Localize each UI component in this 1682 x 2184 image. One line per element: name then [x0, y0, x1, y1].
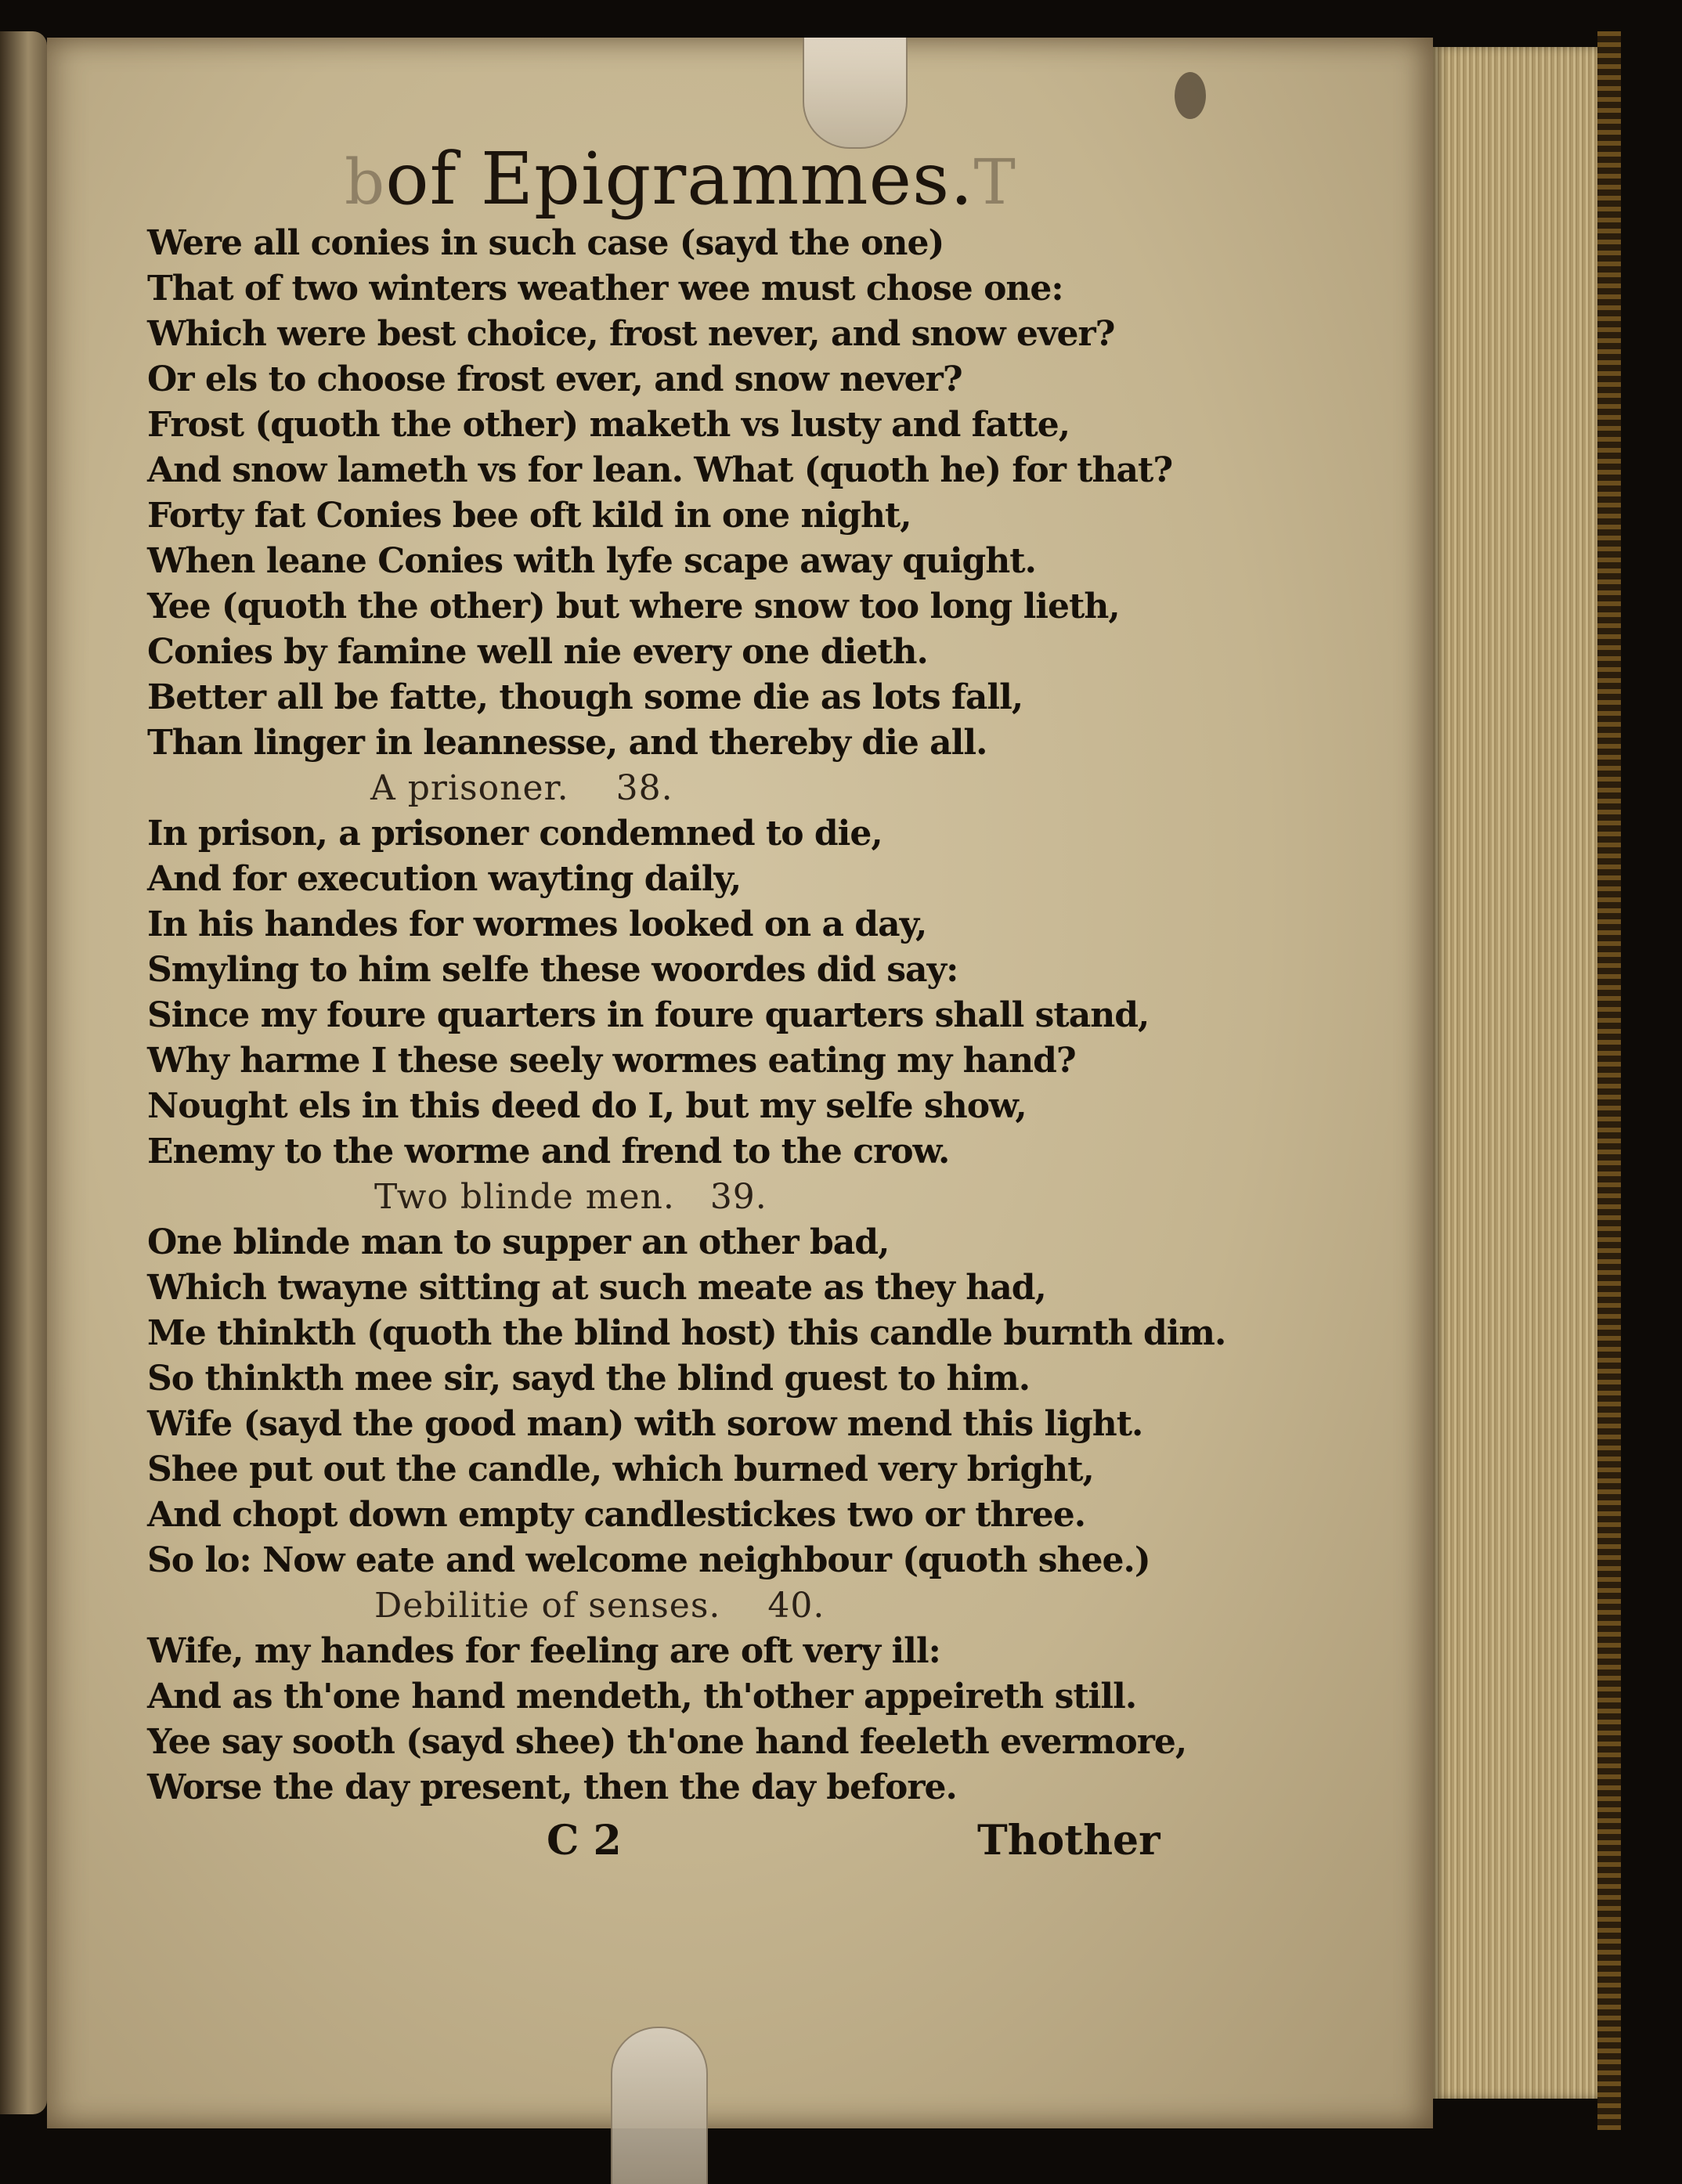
page-footer: [147, 1817, 1165, 1872]
catchword: Thother: [977, 1817, 1160, 1865]
signature-mark: C 2: [547, 1817, 622, 1865]
binding-edge: [1597, 31, 1621, 2130]
epigram-title: Two blinde men.: [374, 1177, 675, 1217]
verse-line: Frost (quoth the other) maketh vs lusty and fatte,: [147, 405, 1070, 445]
page-clip-bottom: [611, 2027, 708, 2184]
epigram-text-block: [147, 221, 1226, 1810]
epigram-number: 40.: [767, 1586, 825, 1626]
verse-line: So lo: Now eate and welcome neighbour (quoth shee.): [147, 1540, 1150, 1580]
verse-line: One blinde man to supper an other bad,: [147, 1222, 890, 1262]
verse-line: Conies by famine well nie every one dieth.: [147, 632, 928, 672]
verse-line: And snow lameth vs for lean. What (quoth he) for that?: [147, 450, 1173, 490]
verse-line: Since my foure quarters in foure quarters shall stand,: [147, 995, 1150, 1035]
running-head: [345, 137, 1016, 223]
verse-line: Better all be fatte, though some die as lots fall,: [147, 677, 1023, 717]
verse-line: Wife, my handes for feeling are oft very ill:: [147, 1631, 940, 1671]
verse-line: That of two winters weather wee must chose one:: [147, 269, 1063, 309]
verse-line: So thinkth mee sir, sayd the blind guest to him.: [147, 1359, 1030, 1399]
epigram-number: 38.: [615, 768, 673, 808]
verse-line: Why harme I these seely wormes eating my hand?: [147, 1041, 1076, 1081]
verse-line: In prison, a prisoner condemned to die,: [147, 814, 883, 854]
facing-page-edge: [0, 31, 47, 2114]
verse-line: And for execution wayting daily,: [147, 859, 742, 899]
epigram-40-heading: [147, 1583, 1165, 1629]
epigram-39-heading: [147, 1175, 1165, 1220]
verse-line: Shee put out the candle, which burned very bright,: [147, 1449, 1094, 1489]
verse-line: Wife (sayd the good man) with sorow mend this light.: [147, 1404, 1143, 1444]
verse-line: Which were best choice, frost never, and snow ever?: [147, 314, 1115, 354]
page-block-edge: [1433, 47, 1597, 2099]
verse-line: Me thinkth (quoth the blind host) this candle burnth dim.: [147, 1313, 1226, 1353]
verse-line: In his handes for wormes looked on a day,: [147, 904, 927, 944]
epigram-title: Debilitie of senses.: [374, 1586, 721, 1626]
verse-line: Enemy to the worme and frend to the crow.: [147, 1132, 950, 1171]
verse-line: Nought els in this deed do I, but my selfe show,: [147, 1086, 1027, 1126]
verse-line: Than linger in leannesse, and thereby die all.: [147, 723, 987, 763]
verse-line: Were all conies in such case (sayd the one): [147, 223, 944, 263]
verse-line: When leane Conies with lyfe scape away quight.: [147, 541, 1036, 581]
verse-line: Which twayne sitting at such meate as they had,: [147, 1268, 1046, 1308]
page-clip-top: [803, 38, 908, 149]
verse-line: Or els to choose frost ever, and snow never?: [147, 359, 962, 399]
running-head-title: of Epigrammes.: [385, 137, 974, 221]
epigram-number: 39.: [709, 1177, 767, 1217]
show-through-letter-right: T: [973, 146, 1016, 218]
verse-line: Yee (quoth the other) but where snow too long lieth,: [147, 587, 1120, 626]
epigram-38-heading: [147, 766, 1165, 811]
verse-line: Yee say sooth (sayd shee) th'one hand feeleth evermore,: [147, 1722, 1187, 1762]
verse-line: Worse the day present, then the day before.: [147, 1767, 957, 1807]
verse-line: And as th'one hand mendeth, th'other appeireth still.: [147, 1677, 1137, 1717]
epigram-title: A prisoner.: [370, 768, 569, 808]
ink-blot: [1175, 72, 1206, 119]
verse-line: And chopt down empty candlestickes two or three.: [147, 1495, 1086, 1535]
show-through-letter-left: b: [345, 146, 386, 218]
verse-line: Smyling to him selfe these woordes did say:: [147, 950, 958, 990]
verse-line: Forty fat Conies bee oft kild in one night,: [147, 496, 911, 536]
